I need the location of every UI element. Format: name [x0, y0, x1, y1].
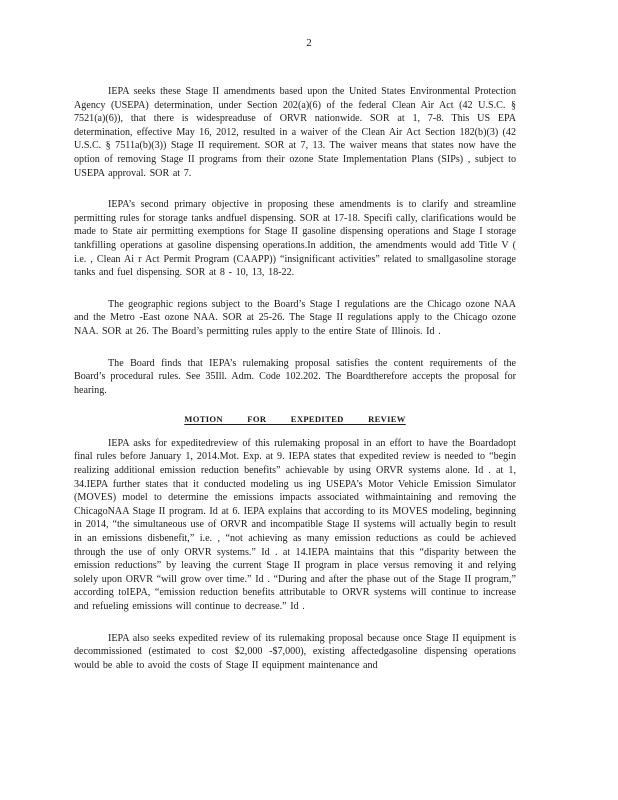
section-heading-text: MOTION FOR EXPEDITED REVIEW [184, 414, 406, 425]
paragraph-stage-ii-waiver: IEPA seeks these Stage II amendments based upon the United States Environmental Protection Agency (USEPA) determination, under Section 202(a)(6) of the federal Clean Air Act (42 U.S.C. § 7521(a)(6)), that there is widespreaduse of ORVR nationwide. SOR at 1, 7-8. This US EPA determination, effective May 16, 2012, resulted in a waiver of the Clean Air Act Section 182(b)(3) (42 U.S.C. § 7511a(b)(3)) Stage II requirement. SOR at 7, 13. The waiver means that states now have the option of removing Stage II programs from their ozone State Implementation Plans (SIPs) , subject to USEPA approval. SOR at 7. [74, 86, 516, 179]
paragraph-geographic-regions: The geographic regions subject to the Board’s Stage I regulations are the Chicago ozone NAA and the Metro -East ozone NAA. SOR at 25-26. The Stage II regulations apply to the Chicago ozone NAA. SOR at 26. The Board’s permitting rules apply to the entire State of Illinois. Id . [74, 298, 516, 337]
paragraph-board-finding: The Board finds that IEPA’s rulemaking proposal satisfies the content requirements of the Board’s procedural rules. See 35Ill. Adm. Code 102.202. The Boardtherefore accepts the proposal for hearing. [74, 357, 516, 396]
paragraph-expedited-review-request: IEPA asks for expeditedreview of this rulemaking proposal in an effort to have the Boardadopt final rules before January 1, 2014.Mot. Exp. at 9. IEPA states that expedited review is needed to “begin realizing additional emission reduction benefits” achievable by using ORVR systems alone. Id . at 1, 34.IEPA further states that it conducted modeling us ing USEPA’s Motor Vehicle Emission Simulator (MOVES) model to determine the emissions impacts associated withmaintaining and removing the ChicagoNAA Stage II program. Id at 6. IEPA explains that according to its MOVES modeling, beginning in 2014, “the simultaneous use of ORVR and incompatible Stage II systems will actually begin to result in an emissions disbenefit,” i.e. , “not achieving as many emission reductions as could be achieved through the use of only ORVR systems.” Id . at 14.IEPA maintains that this “disparity between the emission reductions” by leaving the current Stage II program in place versus removing it and relying solely upon ORVR “will grow over time.” Id . “During and after the phase out of the Stage II program,” according toIEPA, “emission reduction benefits attributable to ORVR systems will continue to increase and refueling emissions will continue to decrease.” Id . [74, 437, 516, 612]
page-number: 2 [306, 37, 312, 49]
section-heading [74, 413, 516, 427]
document-body [74, 85, 516, 672]
paragraph-permitting-objective: IEPA’s second primary objective in proposing these amendments is to clarify and streamline permitting rules for storage tanks andfuel dispensing. SOR at 17-18. Specifi cally, clarifications would be made to State air permitting exemptions for Stage II gasoline dispensing operations and Stage I storage tankfilling operations at gasoline dispensing operations.In addition, the amendments would add Title V ( i.e. , Clean Ai r Act Permit Program (CAAPP)) “insignificant activities” related to smallgasoline storage tanks and fuel dispensing. SOR at 8 - 10, 13, 18-22. [74, 199, 516, 279]
paragraph-decommissioning-costs: IEPA also seeks expedited review of its rulemaking proposal because once Stage II equipment is decommissioned (estimated to cost $2,000 -$7,000), existing affectedgasoline dispensing operations would be able to avoid the costs of Stage II equipment maintenance and [74, 632, 516, 671]
